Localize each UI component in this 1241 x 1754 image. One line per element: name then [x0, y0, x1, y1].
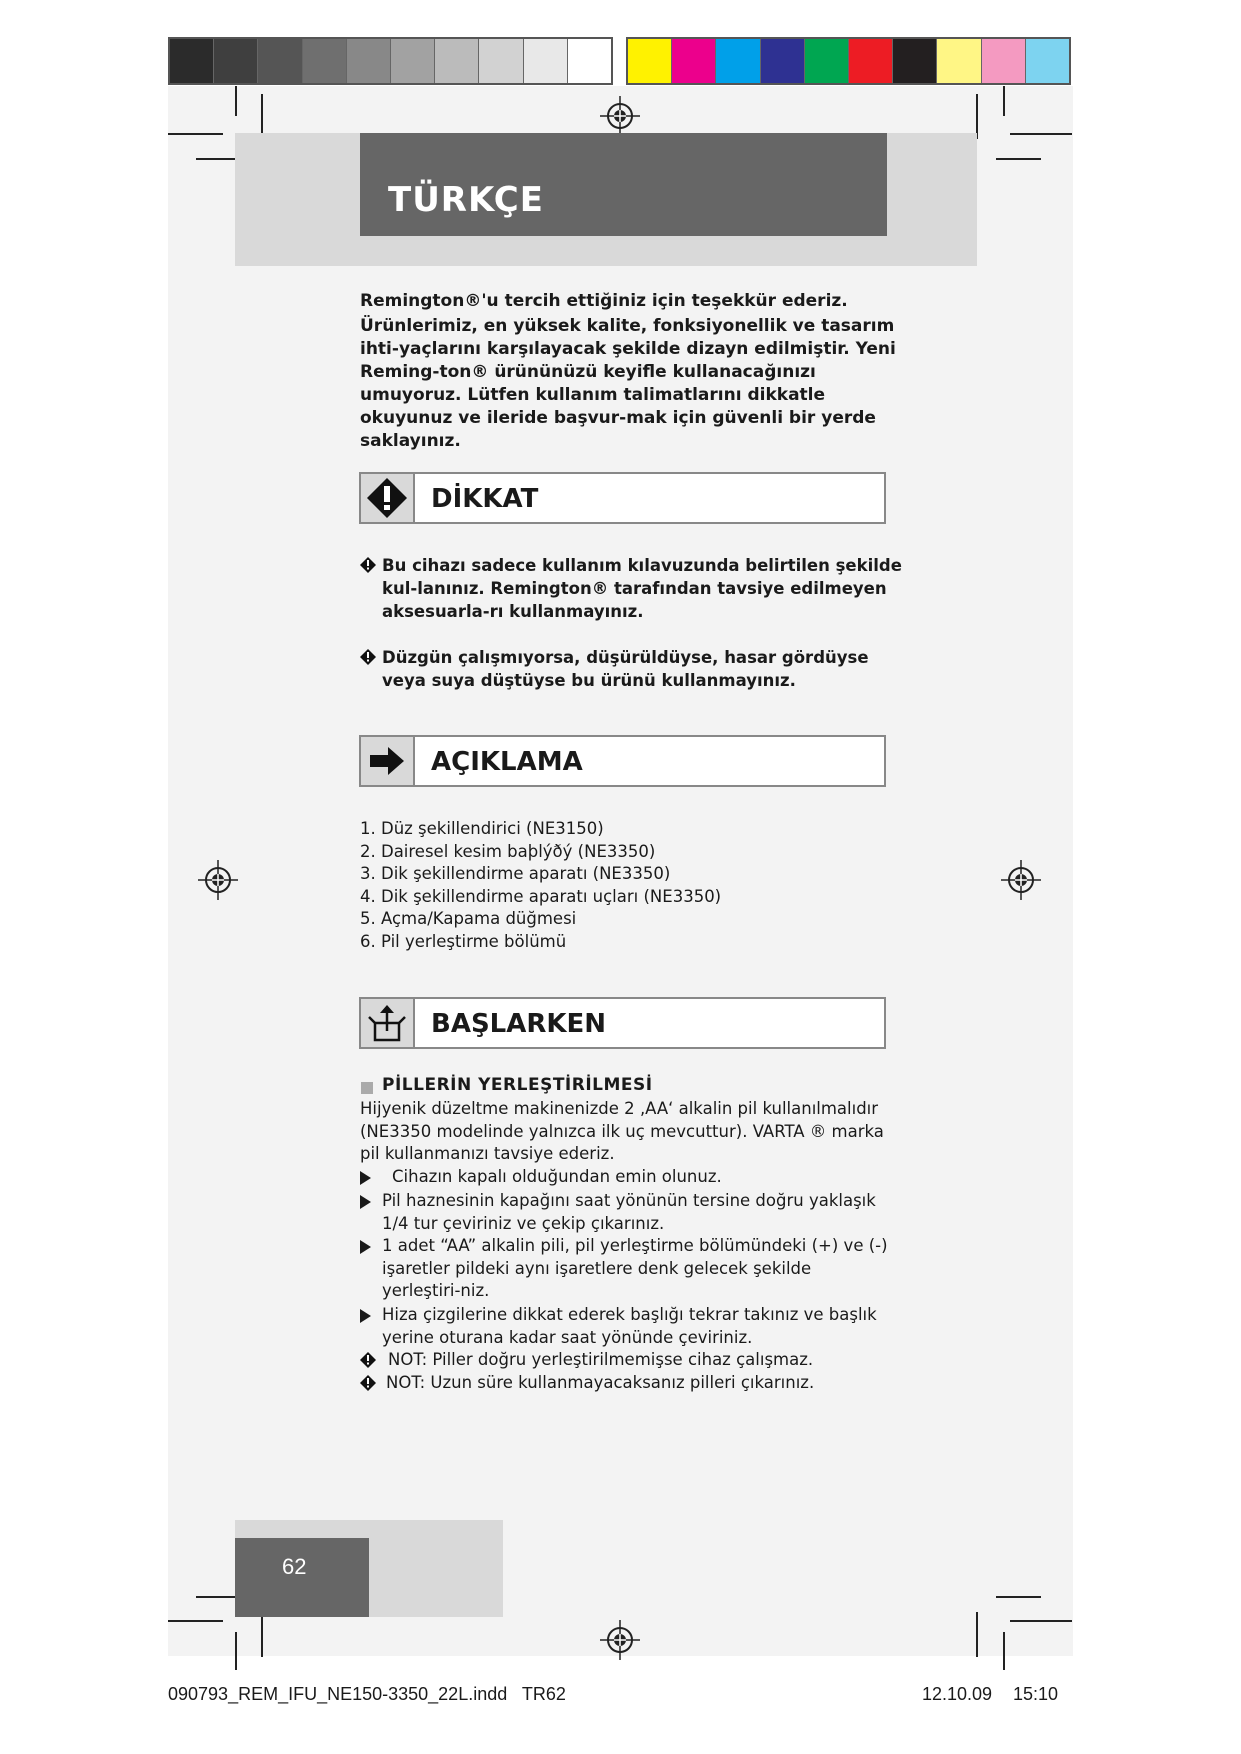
warning-diamond-icon — [360, 649, 376, 665]
list-item: 6. Pil yerleştirme bölümü — [360, 931, 567, 951]
step-text: Cihazın kapalı olduğundan emin olunuz. — [392, 1167, 722, 1186]
description-section-header — [359, 735, 886, 787]
color-swatch — [347, 39, 391, 83]
bullet-triangle-icon — [360, 1240, 371, 1254]
list-item: 1. Düz şekillendirici (NE3150) — [360, 819, 604, 838]
color-swatch — [761, 39, 805, 83]
getting-started-icon-box — [361, 999, 415, 1047]
bullet-triangle-icon — [360, 1309, 371, 1323]
color-swatch — [893, 39, 937, 83]
step-item — [360, 1190, 900, 1235]
registration-mark-icon — [600, 96, 640, 136]
step-item — [360, 1235, 900, 1303]
crop-mark — [261, 1612, 263, 1657]
color-swatch — [258, 39, 302, 83]
warning-diamond-icon — [360, 1352, 376, 1368]
note-text: NOT: Piller doğru yerleştirilmemişse cihaz çalışmaz. — [388, 1350, 814, 1369]
list-item: 2. Dairesel kesim baþlýðý (NE3350) — [360, 841, 656, 861]
crop-mark — [996, 1596, 1041, 1598]
color-swatch — [628, 39, 672, 83]
color-swatch — [937, 39, 981, 83]
color-swatch — [672, 39, 716, 83]
color-swatch — [1026, 39, 1069, 83]
description-title: AÇIKLAMA — [431, 747, 583, 777]
step-text: 1 adet “AA” alkalin pili, pil yerleştirme bölümündeki (+) ve (-) işaretler pildeki aynı işaretlere denk gelecek şekilde yerleştiri-niz. — [382, 1236, 888, 1300]
page-number: 62 — [282, 1554, 307, 1579]
getting-started-section-header — [359, 997, 886, 1049]
caution-title: DİKKAT — [431, 484, 539, 514]
step-item — [360, 1166, 900, 1188]
page-title: TÜRKÇE — [388, 180, 544, 220]
intro-text — [360, 290, 900, 453]
registration-mark-icon — [198, 860, 238, 900]
caution-item-text: Düzgün çalışmıyorsa, düşürüldüyse, hasar gördüyse veya suya düştüyse bu ürünü kullanmayınız. — [382, 648, 869, 690]
caution-icon-box — [361, 474, 415, 522]
color-swatch — [170, 39, 214, 83]
color-swatch — [716, 39, 760, 83]
color-swatch — [805, 39, 849, 83]
color-swatch — [391, 39, 435, 83]
color-swatch — [524, 39, 568, 83]
caution-section-header — [359, 472, 886, 524]
arrow-right-icon — [370, 746, 404, 776]
caution-item-text: Bu cihazı sadece kullanım kılavuzunda belirtilen şekilde kul-lanınız. Remington® tarafından tavsiye edilmeyen aksesuarla-rı kullanmayınız. — [382, 556, 902, 621]
note-item — [360, 1372, 900, 1394]
color-swatch — [568, 39, 611, 83]
crop-mark — [1003, 86, 1005, 116]
intro-body: Ürünlerimiz, en yüksek kalite, fonksiyonellik ve tasarım ihti-yaçlarını karşılayacak şekilde dizayn edilmiştir. Yeni Reming-ton® ürününüzü keyifle kullanacağınızı umuyoruz. Lütfen kullanım talimatlarını dikkatle okuyunuz ve ileride başvur-mak için güvenli bir yerde saklayınız. — [360, 316, 896, 451]
color-swatch — [849, 39, 893, 83]
grayscale-color-bar — [168, 37, 613, 85]
crop-mark — [168, 133, 223, 135]
crop-mark — [976, 1612, 978, 1657]
list-item: 3. Dik şekillendirme aparatı (NE3350) — [360, 864, 671, 883]
registration-mark-icon — [600, 1620, 640, 1660]
crop-mark — [996, 158, 1041, 160]
warning-diamond-icon — [360, 1375, 376, 1391]
process-color-bar — [626, 37, 1071, 85]
crop-mark — [1010, 1620, 1072, 1622]
color-swatch — [479, 39, 523, 83]
slug-time: 15:10 — [1013, 1684, 1059, 1704]
color-swatch — [435, 39, 479, 83]
crop-mark — [168, 1620, 223, 1622]
warning-diamond-icon — [366, 477, 408, 519]
note-text: NOT: Uzun süre kullanmayacaksanız pilleri çıkarınız. — [386, 1373, 815, 1392]
note-item — [360, 1349, 900, 1371]
description-icon-box — [361, 737, 415, 785]
box-unpack-icon — [367, 1003, 407, 1043]
subheading-bullet — [361, 1082, 373, 1094]
crop-mark — [235, 86, 237, 116]
batteries-intro: Hijyenik düzeltme makinenizde 2 ‚AA‘ alkalin pil kullanılmalıdır (NE3350 modelinde yalnızca ilk uç mevcuttur). VARTA ® marka pil kullanmanızı tavsiye ederiz. — [360, 1099, 884, 1163]
batteries-subheading: PİLLERİN YERLEŞTİRİLMESİ — [382, 1075, 653, 1095]
color-swatch — [214, 39, 258, 83]
intro-line: Remington®'u tercih ettiğiniz için teşekkür ederiz. — [360, 291, 848, 311]
step-text: Hiza çizgilerine dikkat ederek başlığı tekrar takınız ve başlık yerine oturana kadar saat yönünde çeviriniz. — [382, 1305, 877, 1347]
list-item: 4. Dik şekillendirme aparatı uçları (NE3350) — [360, 886, 722, 906]
file-slug: 090793_REM_IFU_NE150-3350_22L.indd TR62 — [168, 1684, 566, 1704]
step-item — [360, 1304, 900, 1349]
crop-mark — [1003, 1632, 1005, 1670]
caution-item — [360, 646, 900, 694]
caution-item — [360, 554, 900, 624]
bullet-triangle-icon — [360, 1195, 371, 1209]
parts-list — [360, 818, 721, 953]
registration-mark-icon — [1001, 860, 1041, 900]
slug-date: 12.10.09 — [922, 1684, 993, 1704]
step-text: Pil haznesinin kapağını saat yönünün tersine doğru yaklaşık 1/4 tur çeviriniz ve çekip çıkarınız. — [382, 1191, 876, 1233]
crop-mark — [235, 1632, 237, 1670]
crop-mark — [1010, 133, 1072, 135]
color-swatch — [982, 39, 1026, 83]
warning-diamond-icon — [360, 557, 376, 573]
list-item: 5. Açma/Kapama düğmesi — [360, 909, 577, 928]
bullet-triangle-icon — [360, 1171, 371, 1185]
getting-started-title: BAŞLARKEN — [431, 1009, 607, 1039]
color-swatch — [303, 39, 347, 83]
